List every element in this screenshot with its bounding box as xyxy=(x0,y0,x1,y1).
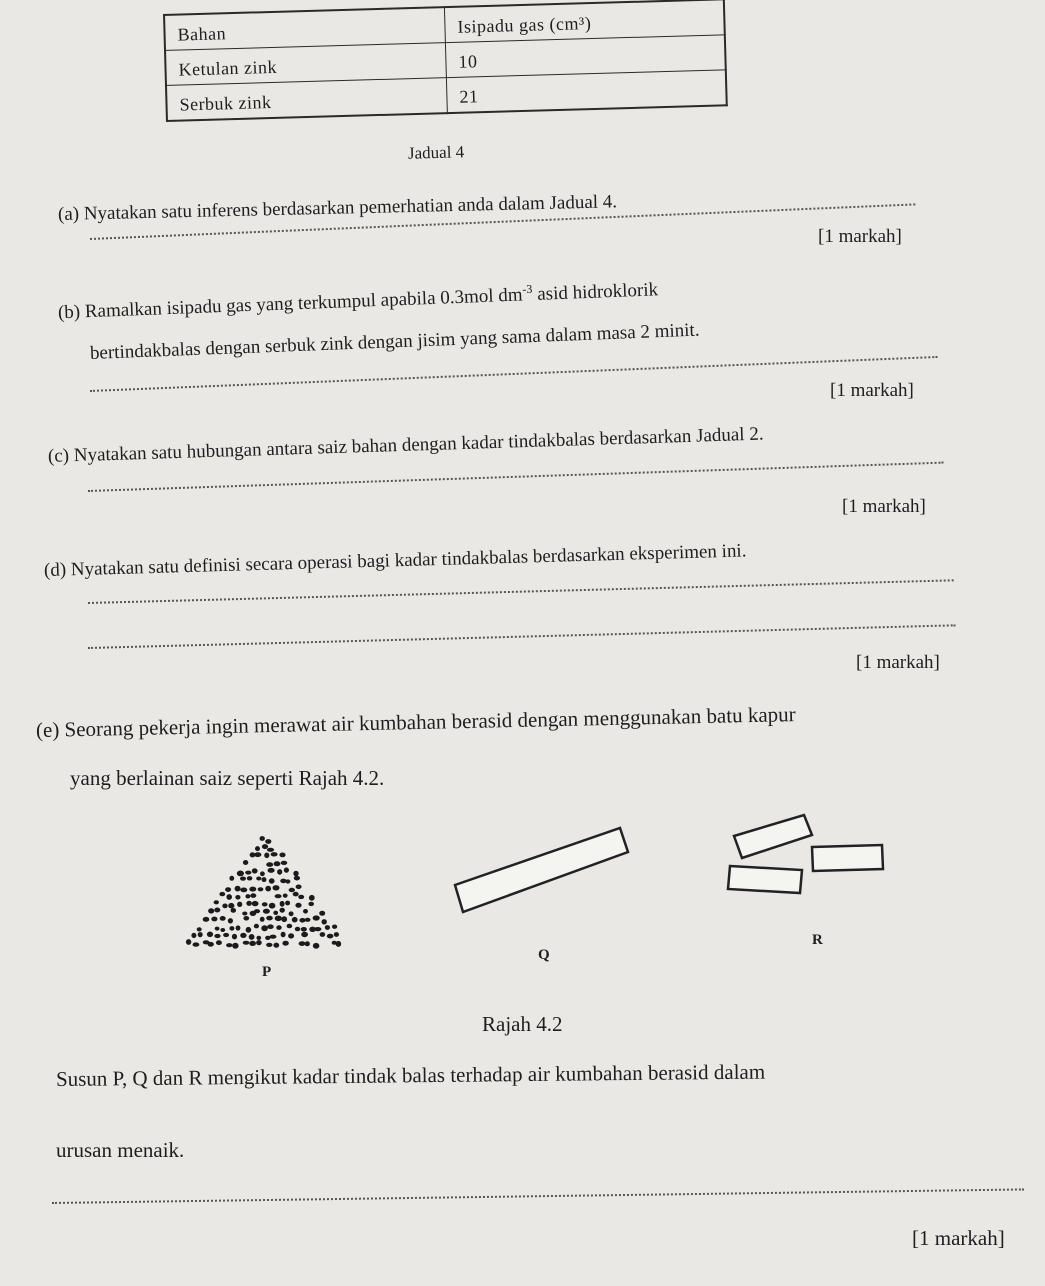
powder-grain xyxy=(269,903,276,909)
powder-grain xyxy=(245,894,250,898)
powder-grain xyxy=(301,932,308,937)
powder-grain xyxy=(327,934,334,939)
powder-grain xyxy=(260,836,265,841)
powder-grain xyxy=(240,877,246,881)
powder-grain xyxy=(308,902,314,906)
powder-grain xyxy=(220,928,225,932)
powder-grain xyxy=(288,933,294,938)
powder-grain xyxy=(320,932,326,937)
powder-grain xyxy=(262,877,267,882)
powder-grain xyxy=(293,892,299,897)
powder-grain xyxy=(292,917,298,923)
table-caption: Jadual 4 xyxy=(407,142,465,163)
question-b-superscript: -3 xyxy=(522,281,533,297)
powder-grain xyxy=(266,862,273,867)
question-e-instruction-line1: Susun P, Q dan R mengikut kadar tindak balas terhadap air kumbahan berasid dalam xyxy=(55,1059,766,1091)
powder-grain xyxy=(246,927,252,933)
powder-grain xyxy=(299,918,305,923)
powder-grain xyxy=(303,909,308,914)
powder-grain xyxy=(256,936,261,940)
powder-grain xyxy=(301,927,307,932)
powder-grain xyxy=(245,871,251,875)
powder-grain xyxy=(305,918,311,922)
powder-grain xyxy=(237,902,242,907)
powder-grain xyxy=(211,917,217,922)
powder-grain xyxy=(232,934,237,940)
question-c: (c) Nyatakan satu hubungan antara saiz bahan dengan kadar tindakbalas berdasarkan Jadual 2. xyxy=(47,423,764,467)
powder-grain xyxy=(228,903,234,909)
table-header-cell: Isipadu gas (cm³) xyxy=(444,0,724,43)
table-header-cell: Bahan xyxy=(164,7,445,50)
powder-grain xyxy=(269,878,275,883)
powder-grain xyxy=(228,918,233,923)
powder-grain xyxy=(336,941,342,947)
powder-grain xyxy=(219,892,225,896)
figure-label-p: P xyxy=(262,964,272,980)
question-b-line2: bertindakbalas dengan serbuk zink dengan jisim yang sama dalam masa 2 minit. xyxy=(89,319,700,364)
powder-grain xyxy=(332,925,337,929)
powder-grain xyxy=(235,895,240,900)
powder-grain xyxy=(287,924,293,929)
powder-grain xyxy=(208,942,214,947)
powder-grain xyxy=(249,934,255,940)
powder-grain xyxy=(265,886,271,892)
powder-grain xyxy=(214,908,220,913)
powder-grain xyxy=(249,941,256,946)
powder-grain xyxy=(284,867,289,872)
question-d: (d) Nyatakan satu definisi secara operasi bagi kadar tindakbalas berdasarkan eksperimen ini. xyxy=(43,540,747,581)
powder-grain xyxy=(293,871,298,877)
figure-caption: Rajah 4.2 xyxy=(482,1012,563,1036)
powder-grain xyxy=(276,925,281,930)
powder-grain xyxy=(258,887,264,891)
powder-grain xyxy=(289,911,294,916)
powder-grain xyxy=(285,901,290,906)
powder-grain xyxy=(242,912,247,916)
powder-grain xyxy=(256,940,262,945)
powder-grain xyxy=(280,908,285,913)
powder-grain xyxy=(214,934,220,938)
powder-grain xyxy=(296,885,302,890)
powder-grain xyxy=(243,860,248,865)
powder-grain xyxy=(225,887,231,892)
powder-grain xyxy=(279,853,285,858)
question-e-instruction-line2: urusan menaik. xyxy=(56,1138,185,1162)
powder-grain xyxy=(186,939,191,945)
powder-grain xyxy=(299,941,306,946)
powder-grain xyxy=(240,933,246,938)
powder-grain xyxy=(314,927,321,931)
powder-grain xyxy=(275,894,282,898)
table-cell: Ketulan zink xyxy=(165,43,446,86)
powder-grain xyxy=(313,915,320,920)
powder-grain xyxy=(249,887,256,892)
powder-grain xyxy=(262,902,268,906)
powder-grain xyxy=(262,844,268,849)
powder-grain xyxy=(273,911,278,915)
mark-b: [1 markah] xyxy=(830,380,914,401)
powder-grain xyxy=(294,876,300,881)
table-cell: 10 xyxy=(445,35,725,78)
powder-grain xyxy=(281,916,287,922)
powder-grain xyxy=(266,916,273,921)
powder-grain xyxy=(232,943,238,949)
powder-grain xyxy=(322,919,327,924)
powder-grain xyxy=(289,888,295,892)
question-b-tail: asid hidroklorik xyxy=(532,279,659,306)
powder-grain xyxy=(255,846,260,851)
powder-grain xyxy=(282,941,288,946)
powder-grain xyxy=(281,861,288,865)
figure-label-r: R xyxy=(812,932,823,948)
small-chunk-r3 xyxy=(728,866,802,893)
powder-grain xyxy=(207,932,213,938)
powder-grain xyxy=(208,908,214,913)
powder-grain xyxy=(334,932,339,937)
powder-grain xyxy=(274,861,281,866)
powder-grain xyxy=(319,911,325,916)
powder-grain xyxy=(198,932,203,937)
powder-grain xyxy=(214,900,219,904)
powder-grain xyxy=(267,848,274,852)
powder-grain xyxy=(223,933,229,937)
powder-grain xyxy=(277,869,282,875)
powder-grain xyxy=(263,909,270,914)
powder-grain xyxy=(254,924,259,929)
powder-grain xyxy=(260,917,265,922)
powder-grain xyxy=(236,925,241,930)
long-chunk-q xyxy=(455,828,628,912)
table-cell: Serbuk zink xyxy=(166,78,447,121)
powder-grain xyxy=(231,908,237,913)
powder-grain xyxy=(295,927,300,932)
powder-grain xyxy=(252,901,259,906)
powder-grain xyxy=(260,871,265,876)
powder-grain xyxy=(252,868,258,873)
powder-grain xyxy=(266,943,272,947)
powder-grain xyxy=(243,916,249,921)
mark-c: [1 markah] xyxy=(842,496,926,517)
powder-grain xyxy=(270,935,277,939)
powder-grain xyxy=(203,917,210,922)
powder-grain xyxy=(235,886,241,892)
small-chunk-r2 xyxy=(812,845,883,871)
powder-grain xyxy=(256,877,261,881)
small-chunk-r1 xyxy=(734,815,812,858)
powder-grain xyxy=(265,839,271,844)
powder-grain xyxy=(246,901,252,906)
powder-grain xyxy=(295,903,301,908)
powder-grain xyxy=(275,916,282,922)
powder-grain xyxy=(309,895,315,901)
powder-grain xyxy=(313,943,320,949)
powder-grain xyxy=(226,894,232,900)
powder-grain xyxy=(298,895,304,899)
figure-label-q: Q xyxy=(538,947,550,963)
powder-grain xyxy=(216,940,222,945)
powder-grain xyxy=(240,888,247,893)
powder-grain xyxy=(283,894,288,898)
question-b-text: (b) Ramalkan isipadu gas yang terkumpul apabila 0.3mol dm xyxy=(57,284,523,324)
mark-d: [1 markah] xyxy=(856,652,940,673)
powder-grain xyxy=(254,852,261,857)
powder-grain xyxy=(273,885,280,890)
question-e-line1: (e) Seorang pekerja ingin merawat air kumbahan berasid dengan menggunakan batu kapur xyxy=(35,702,796,742)
mark-e: [1 markah] xyxy=(912,1226,1005,1250)
powder-grain xyxy=(285,879,290,883)
powder-grain xyxy=(229,876,234,881)
powder-grain xyxy=(197,927,202,931)
table-cell: 21 xyxy=(446,70,726,113)
powder-grain xyxy=(281,932,286,938)
powder-grain xyxy=(215,927,220,931)
question-a: (a) Nyatakan satu inferens berdasarkan pemerhatian anda dalam Jadual 4. xyxy=(57,191,618,225)
powder-grain xyxy=(193,942,200,946)
powder-grain xyxy=(254,909,260,913)
powder-grain xyxy=(243,941,250,945)
powder-grain xyxy=(305,941,310,946)
powder-grain xyxy=(220,916,226,921)
powder-grain xyxy=(325,925,330,930)
powder-grain xyxy=(268,868,275,873)
powder-grain xyxy=(237,871,244,877)
powder-grain xyxy=(229,926,234,931)
powder-grain xyxy=(247,876,253,880)
powder-grain xyxy=(271,852,278,856)
powder-pile-p xyxy=(186,836,341,949)
powder-grain xyxy=(222,904,227,909)
mark-a: [1 markah] xyxy=(818,226,902,247)
powder-grain xyxy=(273,943,279,948)
powder-grain xyxy=(250,893,256,898)
powder-grain xyxy=(261,925,268,931)
question-e-line2: yang berlainan saiz seperti Rajah 4.2. xyxy=(70,766,385,790)
powder-grain xyxy=(226,943,232,947)
powder-grain xyxy=(267,924,273,929)
powder-grain xyxy=(264,853,269,859)
powder-grain xyxy=(191,933,196,938)
powder-grain xyxy=(280,901,285,907)
